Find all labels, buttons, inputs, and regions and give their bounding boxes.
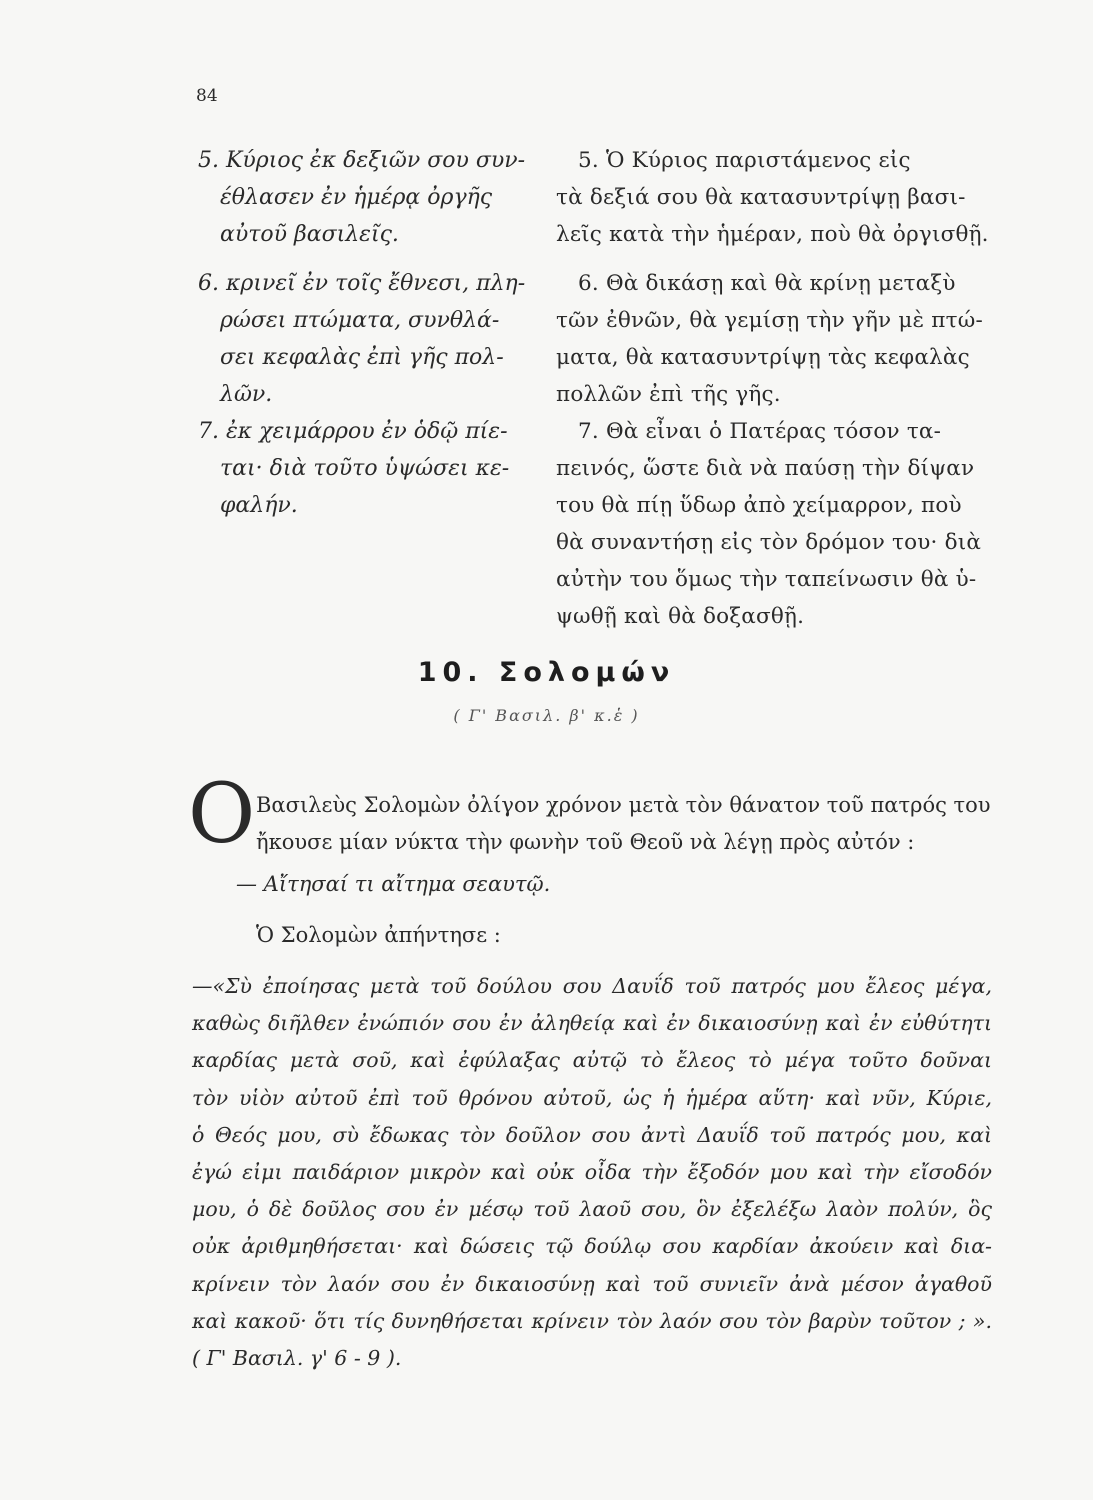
verse-line: λεῖς κατὰ τὴν ἡμέραν, ποὺ θὰ ὀργισθῇ. — [556, 222, 989, 247]
verse-line: 5. Ὁ Κύριος παριστάμενος εἰς — [578, 148, 911, 173]
verse-line: 6. κρινεῖ ἐν τοῖς ἔθνεσι, πλη- — [198, 271, 526, 296]
section-heading: 10. Σολομών — [417, 657, 676, 688]
narrative-line: ἤκουσε μίαν νύκτα τὴν φωνὴν τοῦ Θεοῦ νὰ λέγῃ πρὸς αὐτόν : — [256, 830, 915, 854]
narrative-paragraph — [256, 787, 994, 861]
verse-line: ρώσει πτώματα, συνθλά- — [220, 308, 500, 333]
verse-line: του θὰ πίῃ ὕδωρ ἀπὸ χείμαρρον, ποὺ — [556, 493, 962, 518]
quote-line: κρίνειν τὸν λαόν σου ἐν δικαιοσύνῃ καὶ τοῦ συνιεῖν ἀνὰ μέσον ἀγαθοῦ — [192, 1271, 992, 1296]
verse-line: αὐτοῦ βασιλεῖς. — [220, 222, 399, 247]
quote-line: —«Σὺ ἐποίησας μετὰ τοῦ δούλου σου Δαυΐδ τοῦ πατρός μου ἔλεος μέγα, — [192, 974, 992, 998]
verse-line: ματα, θὰ κατασυντρίψῃ τὰς κεφαλὰς — [556, 345, 970, 370]
quote-line: τὸν υἱὸν αὐτοῦ ἐπὶ τοῦ θρόνου αὐτοῦ, ὡς ἡ ἡμέρα αὕτη· καὶ νῦν, Κύριε, — [192, 1085, 992, 1110]
verse-line: τῶν ἐθνῶν, θὰ γεμίσῃ τὴν γῆν μὲ πτώ- — [556, 308, 983, 333]
solomon-prayer-quote — [192, 968, 992, 1377]
ancient-text-column — [198, 142, 538, 524]
quote-line: ἐγώ εἰμι παιδάριον μικρὸν καὶ οὐκ οἶδα τὴν ἔξοδόν μου καὶ τὴν εἴσοδόν — [192, 1160, 992, 1185]
verse-line: ται· διὰ τοῦτο ὑψώσει κε- — [220, 456, 510, 481]
quote-line: ὁ Θεός μου, σὺ ἔδωκας τὸν δοῦλον σου ἀντὶ Δαυΐδ τοῦ πατρός μου, καὶ — [192, 1122, 992, 1147]
verse-line: αὐτὴν του ὅμως τὴν ταπείνωσιν θὰ ὑ- — [556, 567, 977, 592]
quote-line: καρδίας μετὰ σοῦ, καὶ ἐφύλαξας αὐτῷ τὸ ἔλεος τὸ μέγα τοῦτο δοῦναι — [192, 1048, 992, 1073]
narrative-line: Βασιλεὺς Σολομὼν ὀλίγον χρόνον μετὰ τὸν θάνατον τοῦ πατρός του — [256, 793, 991, 817]
verse-line: λῶν. — [220, 382, 273, 407]
verse-line: φαλήν. — [220, 493, 298, 518]
verse-line: 7. ἐκ χειμάρρου ἐν ὁδῷ πίε- — [198, 419, 508, 444]
verse-line: σει κεφαλὰς ἐπὶ γῆς πολ- — [220, 345, 504, 370]
god-speech: — Αἴτησαί τι αἴτημα σεαυτῷ. — [236, 872, 551, 896]
quote-line: καθὼς διῆλθεν ἐνώπιόν σου ἐν ἀληθείᾳ καὶ ἐν δικαιοσύνῃ καὶ ἐν εὐθύτητι — [192, 1011, 992, 1036]
verse-line: πεινός, ὥστε διὰ νὰ παύσῃ τὴν δίψαν — [556, 456, 975, 481]
quote-line: καὶ κακοῦ· ὅτι τίς δυνηθήσεται κρίνειν τὸν λαόν σου τὸν βαρὺν τοῦτον ; ». — [192, 1308, 992, 1333]
verse-line: πολλῶν ἐπὶ τῆς γῆς. — [556, 382, 781, 407]
quote-citation: ( Γ' Βασιλ. γ' 6 - 9 ). — [192, 1346, 402, 1371]
answer-intro: Ὁ Σολομὼν ἀπήντησε : — [256, 923, 501, 947]
verse-line: τὰ δεξιά σου θὰ κατασυντρίψῃ βασι- — [556, 185, 966, 210]
verse-line: έθλασεν ἐν ἡμέρᾳ ὀργῆς — [220, 185, 493, 210]
verse-line: 6. Θὰ δικάσῃ καὶ θὰ κρίνῃ μεταξὺ — [578, 271, 956, 296]
verse-line: 5. Κύριος ἐκ δεξιῶν σου συν- — [198, 148, 526, 173]
verse-line: θὰ συναντήσῃ εἰς τὸν δρόμον του· διὰ — [556, 530, 982, 555]
modern-translation-column — [556, 142, 992, 635]
verse-line: ψωθῇ καὶ θὰ δοξασθῇ. — [556, 604, 805, 629]
drop-cap: Ο — [188, 767, 256, 862]
section-reference: ( Γ' Βασιλ. β' κ.ἑ ) — [453, 706, 640, 725]
page-number: 84 — [196, 86, 218, 106]
quote-line: οὐκ ἀριθμηθήσεται· καὶ δώσεις τῷ δούλῳ σου καρδίαν ἀκούειν καὶ δια- — [192, 1234, 992, 1259]
verse-line: 7. Θὰ εἶναι ὁ Πατέρας τόσον τα- — [578, 419, 942, 444]
quote-line: μου, ὁ δὲ δοῦλος σου ἐν μέσῳ τοῦ λαοῦ σου, ὃν ἐξελέξω λαὸν πολύν, ὃς — [192, 1197, 992, 1222]
